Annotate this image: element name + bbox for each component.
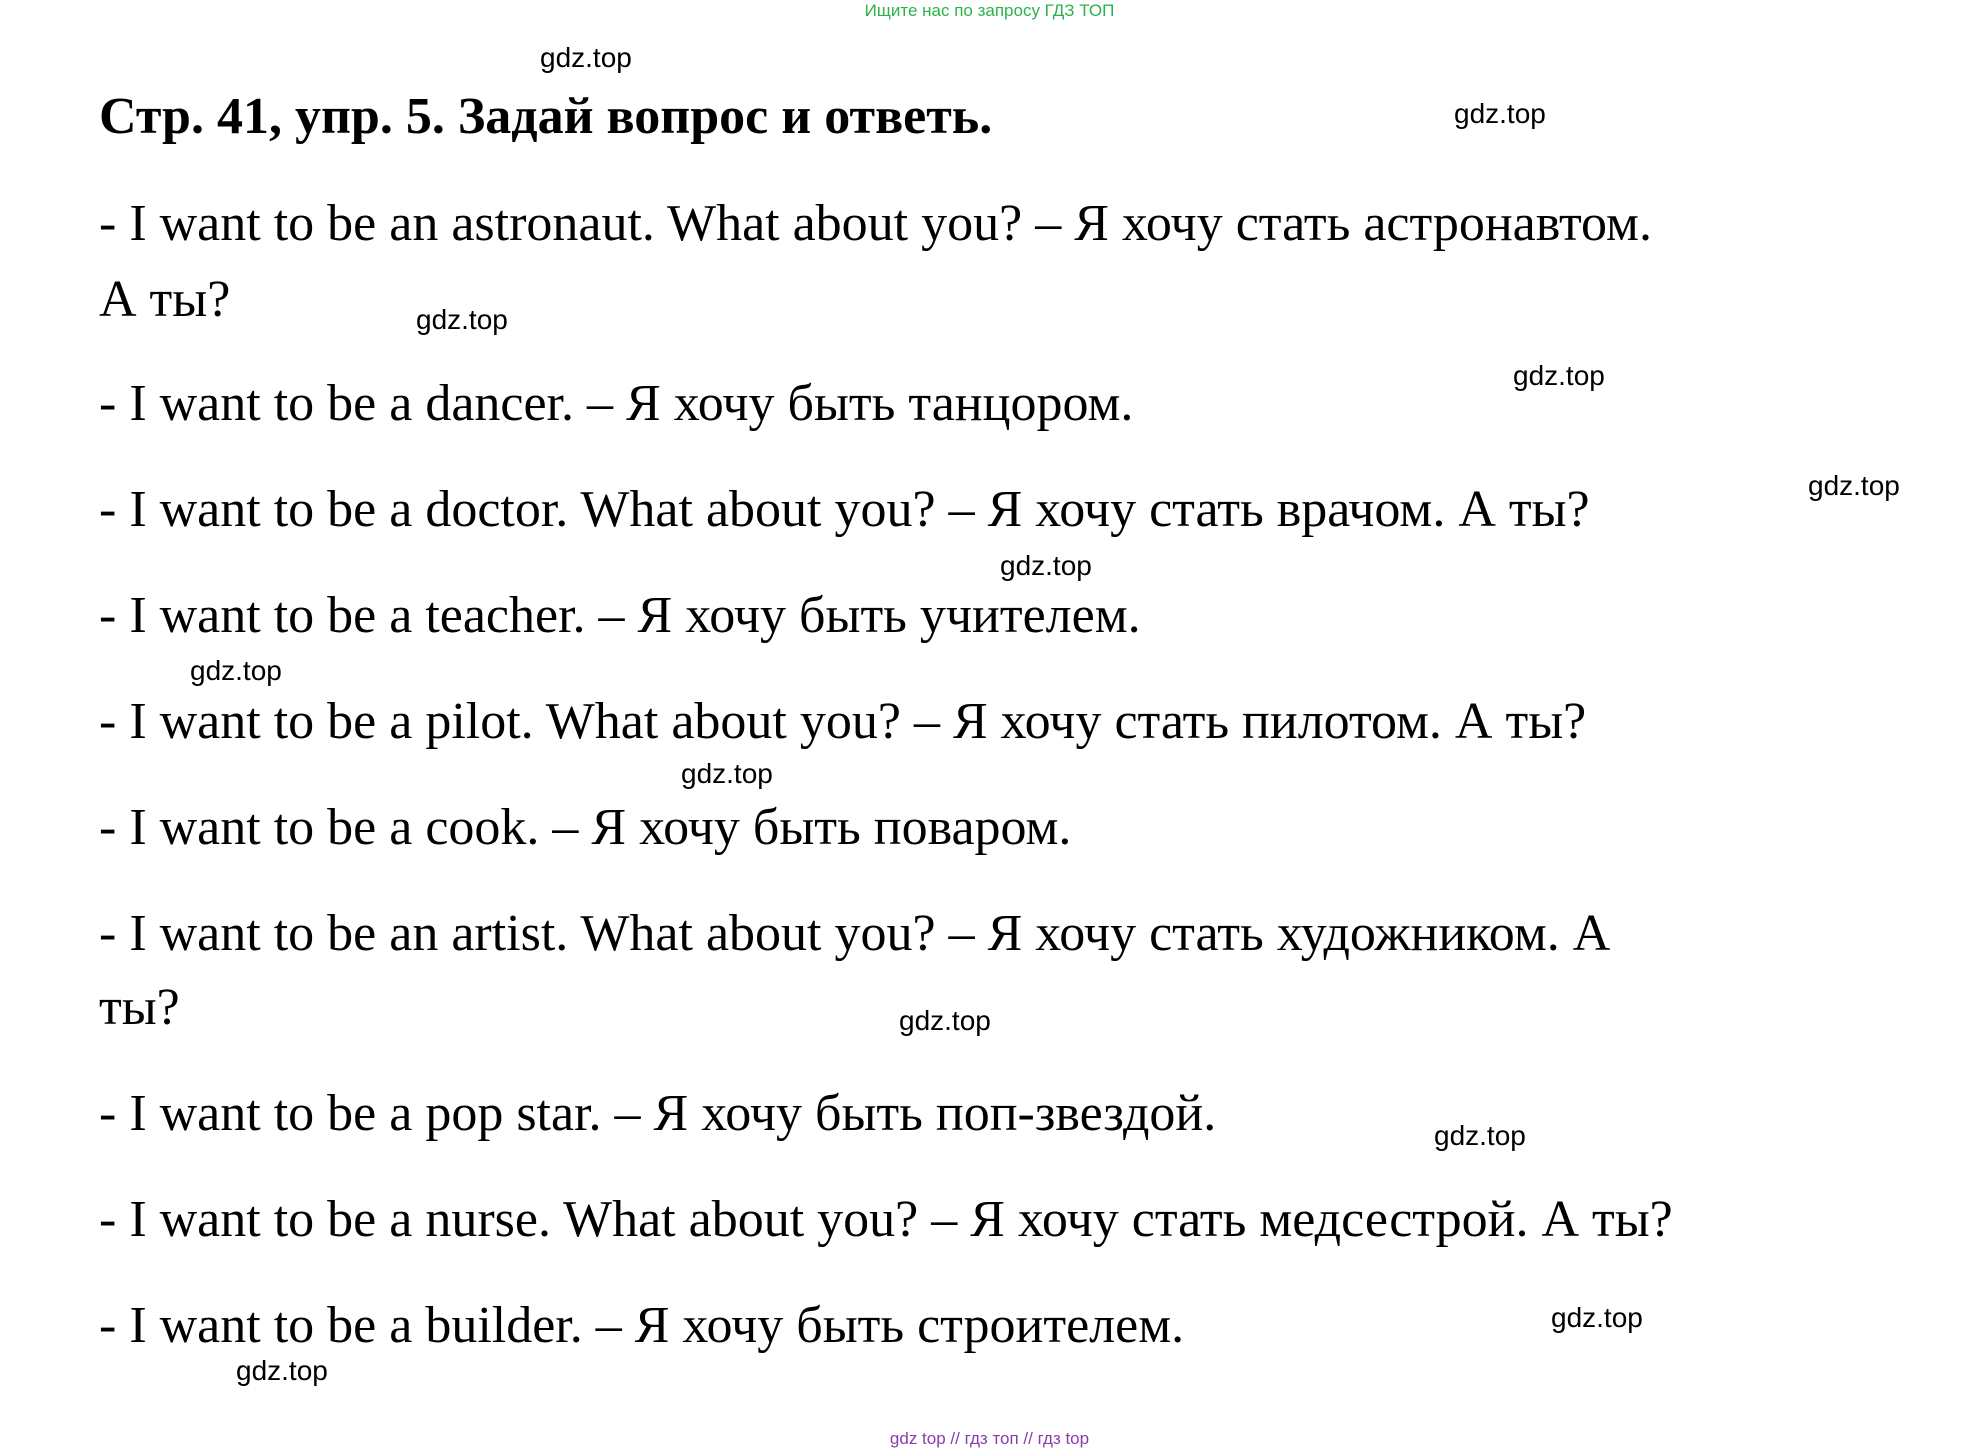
answer-line-dancer: - I want to be a dancer. – Я хочу быть танцором. <box>99 375 1134 432</box>
watermark: gdz.top <box>1551 1302 1643 1333</box>
answer-line-builder: - I want to be a builder. – Я хочу быть строителем. <box>99 1297 1185 1354</box>
watermark: gdz.top <box>540 42 632 73</box>
watermark: gdz.top <box>190 655 282 686</box>
answer-line-artist-continued: ты? <box>99 979 180 1036</box>
answer-line-astronaut-continued: А ты? <box>99 271 231 328</box>
watermark: gdz.top <box>1513 360 1605 391</box>
answer-line-pilot: - I want to be a pilot. What about you? – Я хочу стать пилотом. А ты? <box>99 693 1587 750</box>
watermark: gdz.top <box>1434 1120 1526 1151</box>
watermark: gdz.top <box>681 758 773 789</box>
answer-line-nurse: - I want to be a nurse. What about you? – Я хочу стать медсестрой. А ты? <box>99 1191 1673 1248</box>
footer: gdz top // гдз топ // гдз top <box>889 1429 1090 1448</box>
answer-line-artist: - I want to be an artist. What about you? – Я хочу стать художником. А <box>99 905 1611 962</box>
watermark: gdz.top <box>1808 470 1900 501</box>
answer-line-cook: - I want to be a cook. – Я хочу быть поваром. <box>99 799 1072 856</box>
answer-line-teacher: - I want to be a teacher. – Я хочу быть учителем. <box>99 587 1141 644</box>
answer-line-astronaut: - I want to be an astronaut. What about you? – Я хочу стать астронавтом. <box>99 195 1652 252</box>
watermark: gdz.top <box>899 1005 991 1036</box>
answer-line-pop-star: - I want to be a pop star. – Я хочу быть поп-звездой. <box>99 1085 1217 1142</box>
answer-line-doctor: - I want to be a doctor. What about you? – Я хочу стать врачом. А ты? <box>99 481 1590 538</box>
page-title: Стр. 41, упр. 5. Задай вопрос и ответь. <box>99 88 993 145</box>
watermark: gdz.top <box>1454 98 1546 129</box>
watermark: gdz.top <box>1000 550 1092 581</box>
watermark: gdz.top <box>236 1355 328 1386</box>
top-banner: Ищите нас по запросу ГДЗ ТОП <box>864 1 1115 20</box>
watermark: gdz.top <box>416 304 508 335</box>
